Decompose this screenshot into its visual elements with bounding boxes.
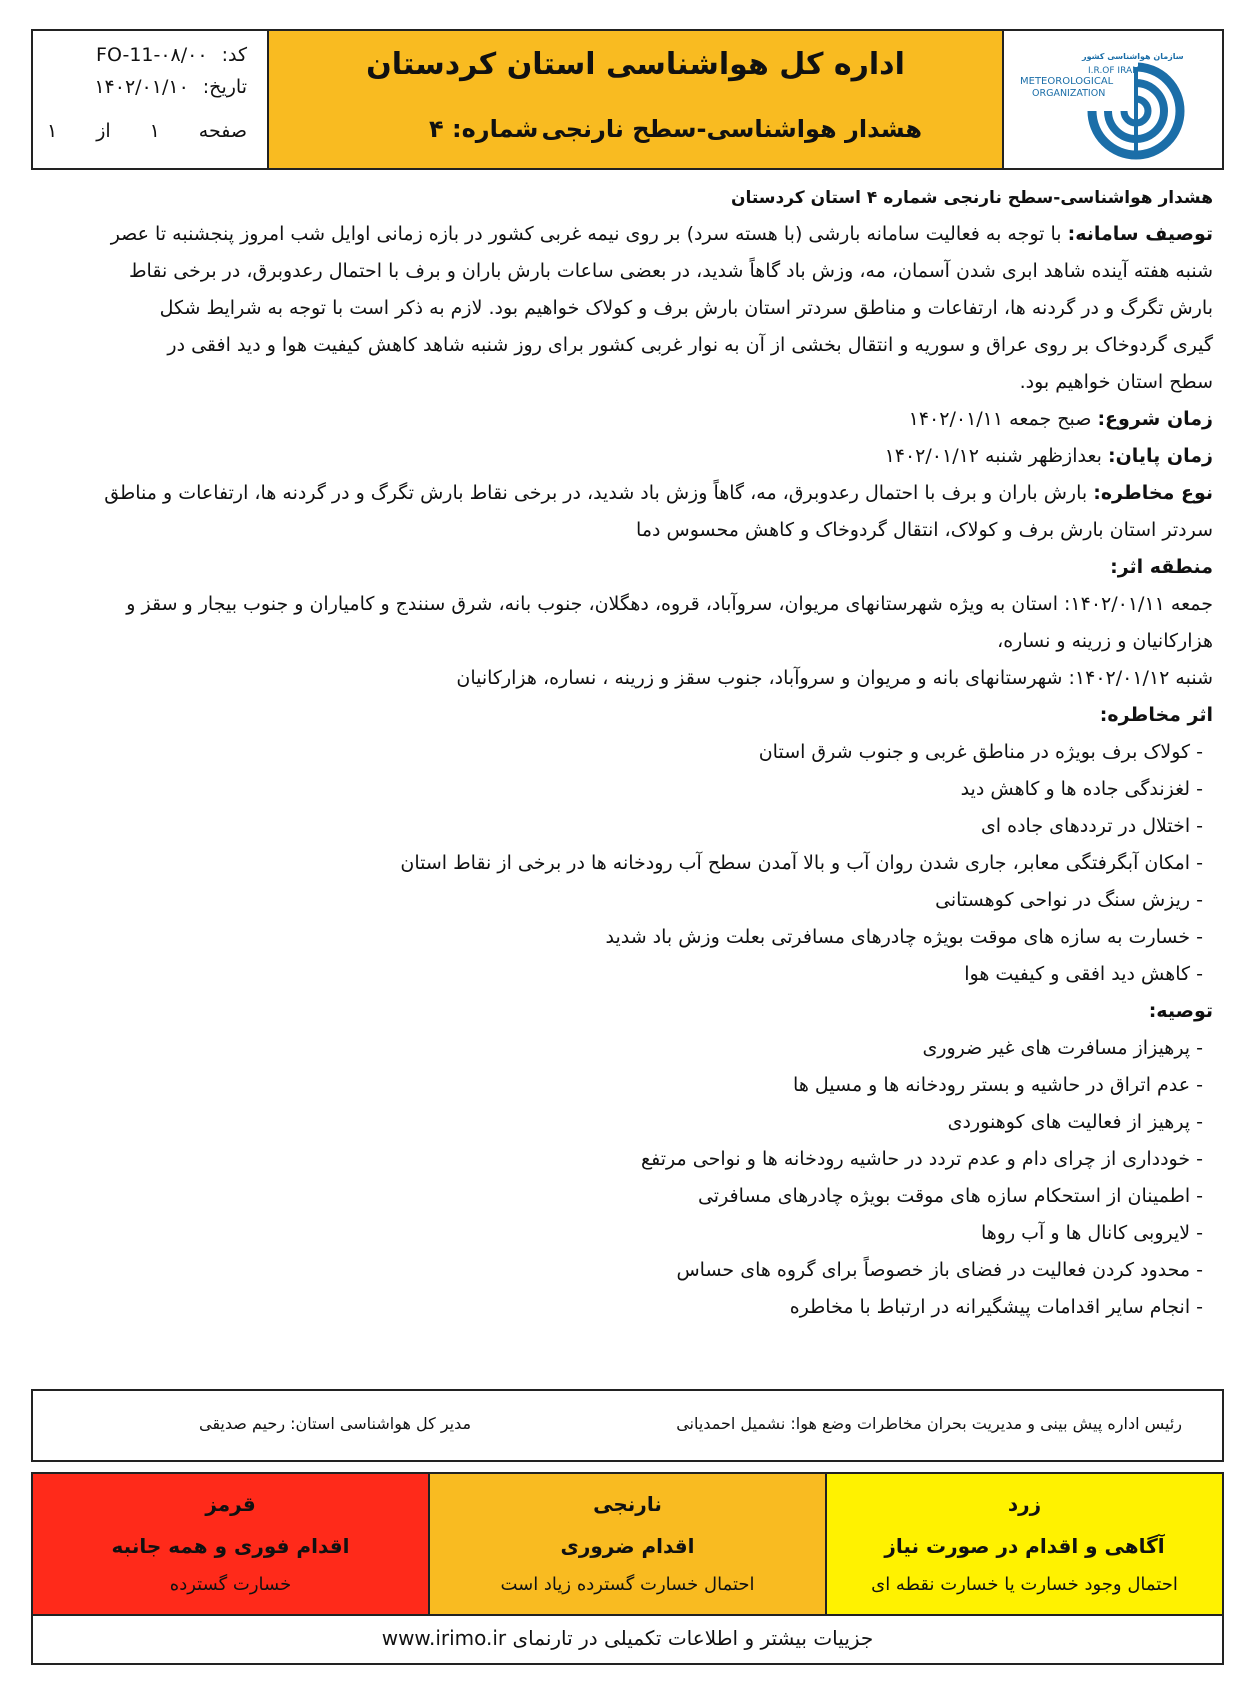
list-item: - خسارت به سازه های موقت بویژه چادرهای مسافرتی بعلت وزش باد شدید	[605, 926, 1203, 948]
area-line: هزارکانیان و زرینه و نساره،	[997, 630, 1213, 652]
issue-number: شماره: ۴	[429, 115, 539, 143]
description-label: توصیف سامانه:	[1067, 223, 1213, 245]
system-description	[36, 216, 1213, 401]
logo-area	[1002, 31, 1222, 168]
impact-area	[36, 549, 1213, 697]
area-label: منطقه اثر:	[1110, 556, 1213, 578]
logo-name-en-1: I.R.OF IRAN	[1088, 66, 1139, 76]
level-yellow	[827, 1474, 1222, 1614]
code-label: کد:	[221, 44, 247, 66]
document-meta	[33, 31, 269, 168]
end-label: زمان پایان:	[1107, 445, 1213, 467]
alert-body	[36, 180, 1213, 1326]
area-line: شنبه ۱۴۰۲/۰۱/۱۲: شهرستانهای بانه و مریوان و سروآباد، جنوب سقز و زرینه ، نساره، هزارکانیان	[456, 667, 1213, 689]
list-item: - امکان آبگرفتگی معابر، جاری شدن روان آب و بالا آمدن سطح آب رودخانه ها در برخی از نقاط استان	[400, 852, 1203, 874]
document-heading: هشدار هواشناسی-سطح نارنجی شماره ۴ استان کردستان	[730, 188, 1213, 208]
list-item: - کولاک برف بویژه در مناطق غربی و جنوب شرق استان	[758, 741, 1203, 763]
end-value: بعدازظهر شنبه ۱۴۰۲/۰۱/۱۲	[884, 445, 1102, 467]
start-value: صبح جمعه ۱۴۰۲/۰۱/۱۱	[908, 408, 1092, 430]
level-name: قرمز	[205, 1492, 256, 1516]
page-total: ۱	[47, 120, 58, 142]
list-item: - پرهیز از فعالیت های کوهنوردی	[947, 1111, 1203, 1133]
page-of: از	[96, 120, 111, 142]
date-row	[47, 73, 247, 101]
description-line: با توجه به فعالیت سامانه بارشی (با هسته سرد) بر روی نیمه غربی کشور در بازه زمانی اوایل شب امروز پنجشنبه تا عصر	[110, 223, 1062, 245]
description-line: سطح استان خواهیم بود.	[1019, 371, 1213, 393]
director-signature: مدیر کل هواشناسی استان: رحیم صدیقی	[199, 1414, 472, 1433]
page-row	[47, 117, 247, 145]
logo-name-en-2: METEOROLOGICAL	[1020, 76, 1114, 87]
level-action: اقدام فوری و همه جانبه	[111, 1534, 350, 1558]
start-time	[36, 401, 1213, 438]
advice-label: توصیه:	[1148, 1000, 1213, 1022]
code-value: FO-11-۰۸/۰۰	[96, 44, 208, 66]
page-label: صفحه	[198, 120, 247, 142]
list-item: - انجام سایر اقدامات پیشگیرانه در ارتباط با مخاطره	[789, 1296, 1203, 1318]
list-item: - اختلال در ترددهای جاده ای	[980, 815, 1203, 837]
end-time	[36, 438, 1213, 475]
hazard-label: نوع مخاطره:	[1093, 482, 1213, 504]
level-action: آگاهی و اقدام در صورت نیاز	[884, 1534, 1165, 1558]
start-label: زمان شروع:	[1097, 408, 1213, 430]
header-title-area	[269, 31, 1002, 168]
hazard-effects	[36, 697, 1213, 993]
page-current: ۱	[149, 120, 160, 142]
list-item: - عدم اتراق در حاشیه و بستر رودخانه ها و مسیل ها	[793, 1074, 1203, 1096]
description-line: شنبه هفته آینده شاهد ابری شدن آسمان، مه، وزش باد گاهاً شدید، در بعضی ساعات بارش باران و برف با احتمال رعدوبرق، در برخی نقاط	[128, 260, 1213, 282]
document-header	[31, 29, 1224, 170]
date-label: تاریخ:	[202, 76, 247, 98]
list-item: - ریزش سنگ در نواحی کوهستانی	[935, 889, 1203, 911]
hazard-line: سردتر استان بارش برف و کولاک، انتقال گردوخاک و کاهش محسوس دما	[636, 519, 1213, 541]
level-orange	[430, 1474, 827, 1614]
date-value: ۱۴۰۲/۰۱/۱۰	[94, 76, 189, 98]
alert-title: هشدار هواشناسی-سطح نارنجی	[541, 115, 922, 143]
level-name: نارنجی	[593, 1492, 662, 1516]
list-item: - محدود کردن فعالیت در فضای باز خصوصاً برای گروه های حساس	[676, 1259, 1203, 1281]
website-link[interactable]: www.irimo.ir	[381, 1626, 507, 1650]
forecast-head-signature: رئیس اداره پیش بینی و مدیریت بحران مخاطرات وضع هوا: نشمیل احمدیانی	[676, 1414, 1182, 1433]
meteorological-organization-logo-icon	[1018, 39, 1218, 161]
list-item: - خودداری از چرای دام و عدم تردد در حاشیه رودخانه ها و نواحی مرتفع	[641, 1148, 1203, 1170]
level-description: خسارت گسترده	[169, 1574, 292, 1595]
level-action: اقدام ضروری	[560, 1534, 695, 1558]
organization-title: اداره کل هواشناسی استان کردستان	[366, 47, 905, 82]
footer-website	[31, 1614, 1224, 1665]
level-description: احتمال وجود خسارت یا خسارت نقطه ای	[871, 1574, 1178, 1595]
hazard-line: بارش باران و برف با احتمال رعدوبرق، مه، گاهاً وزش باد شدید، در برخی نقاط بارش تگرگ و در گردنه ها، ارتفاعات و مناطق	[104, 482, 1088, 504]
level-description: احتمال خسارت گسترده زیاد است	[500, 1574, 755, 1595]
hazard-type	[36, 475, 1213, 549]
list-item: - اطمینان از استحکام سازه های موقت بویژه چادرهای مسافرتی	[697, 1185, 1203, 1207]
list-item: - لغزندگی جاده ها و کاهش دید	[960, 778, 1203, 800]
alert-levels-legend	[31, 1472, 1224, 1616]
code-row	[47, 41, 247, 69]
description-line: بارش تگرگ و در گردنه ها، ارتفاعات و مناطق سردتر استان بارش برف و کولاک خواهیم بود. لازم به ذکر است با توجه به شرایط شکل	[159, 297, 1213, 319]
advice-section	[36, 993, 1213, 1326]
signature-box	[31, 1389, 1224, 1462]
description-line: گیری گردوخاک بر روی عراق و سوریه و انتقال بخشی از آن به نوار غربی کشور برای روز شنبه شاهد کاهش کیفیت هوا و دید افقی در	[167, 334, 1213, 356]
logo-name-fa: سازمان هواشناسی کشور	[1082, 52, 1184, 61]
level-red	[33, 1474, 430, 1614]
list-item: - پرهیزاز مسافرت های غیر ضروری	[922, 1037, 1203, 1059]
level-name: زرد	[1007, 1492, 1042, 1516]
footer-text: جزییات بیشتر و اطلاعات تکمیلی در تارنمای	[512, 1626, 874, 1650]
area-line: جمعه ۱۴۰۲/۰۱/۱۱: استان به ویژه شهرستانهای مریوان، سروآباد، قروه، دهگلان، جنوب بانه، شرق سنندج و کامیاران و جنوب بیجار و سقز و	[126, 593, 1213, 615]
effects-label: اثر مخاطره:	[1099, 704, 1213, 726]
list-item: - کاهش دید افقی و کیفیت هوا	[964, 963, 1203, 985]
logo-name-en-3: ORGANIZATION	[1032, 88, 1106, 99]
list-item: - لایروبی کانال ها و آب روها	[980, 1222, 1203, 1244]
